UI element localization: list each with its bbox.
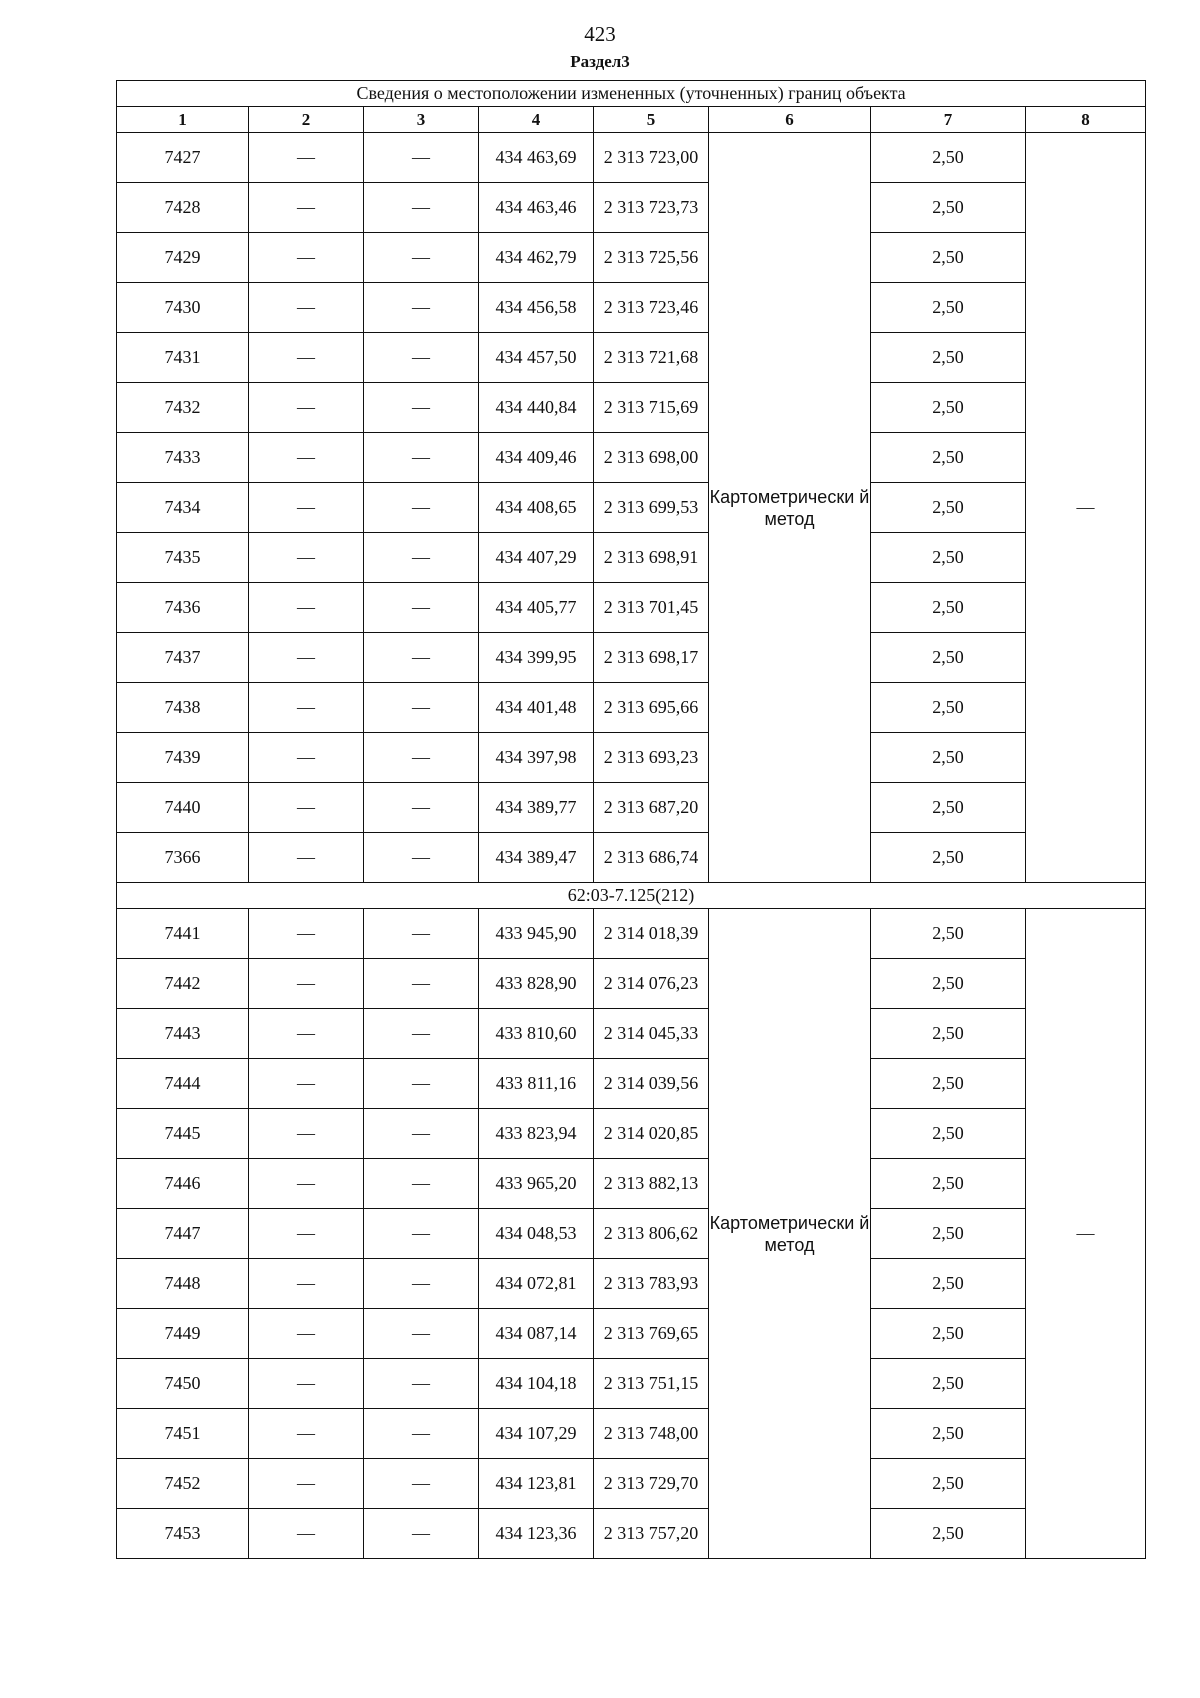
col3-dash: —	[364, 533, 479, 583]
col2-dash: —	[249, 333, 364, 383]
table-row	[117, 383, 1146, 433]
col2-dash: —	[249, 1059, 364, 1109]
accuracy: 2,50	[871, 1159, 1026, 1209]
x-coordinate: 434 107,29	[479, 1409, 594, 1459]
col2-dash: —	[249, 1309, 364, 1359]
x-coordinate: 433 965,20	[479, 1159, 594, 1209]
x-coordinate: 433 828,90	[479, 959, 594, 1009]
table-caption: Сведения о местоположении измененных (уточненных) границ объекта	[117, 81, 1146, 107]
col2-dash: —	[249, 583, 364, 633]
col2-dash: —	[249, 633, 364, 683]
y-coordinate: 2 314 020,85	[594, 1109, 709, 1159]
x-coordinate: 434 072,81	[479, 1259, 594, 1309]
x-coordinate: 434 104,18	[479, 1359, 594, 1409]
table-row	[117, 1309, 1146, 1359]
coordinates-table	[116, 80, 1146, 1559]
table-body	[117, 133, 1146, 1559]
table-row	[117, 533, 1146, 583]
accuracy: 2,50	[871, 1109, 1026, 1159]
accuracy: 2,50	[871, 133, 1026, 183]
point-number: 7428	[117, 183, 249, 233]
y-coordinate: 2 313 748,00	[594, 1409, 709, 1459]
col3-dash: —	[364, 333, 479, 383]
col8-dash: —	[1026, 133, 1146, 883]
col2-dash: —	[249, 383, 364, 433]
accuracy: 2,50	[871, 633, 1026, 683]
method-cell: Картометрически й метод	[709, 909, 871, 1559]
table-row	[117, 633, 1146, 683]
col2-dash: —	[249, 909, 364, 959]
y-coordinate: 2 314 076,23	[594, 959, 709, 1009]
point-number: 7442	[117, 959, 249, 1009]
col3-dash: —	[364, 1209, 479, 1259]
col3-dash: —	[364, 1459, 479, 1509]
accuracy: 2,50	[871, 1509, 1026, 1559]
y-coordinate: 2 313 693,23	[594, 733, 709, 783]
col3-dash: —	[364, 733, 479, 783]
x-coordinate: 434 462,79	[479, 233, 594, 283]
point-number: 7433	[117, 433, 249, 483]
y-coordinate: 2 313 721,68	[594, 333, 709, 383]
x-coordinate: 434 123,36	[479, 1509, 594, 1559]
x-coordinate: 434 408,65	[479, 483, 594, 533]
table-row	[117, 1259, 1146, 1309]
y-coordinate: 2 313 715,69	[594, 383, 709, 433]
accuracy: 2,50	[871, 433, 1026, 483]
x-coordinate: 434 397,98	[479, 733, 594, 783]
column-number: 2	[249, 107, 364, 133]
y-coordinate: 2 313 757,20	[594, 1509, 709, 1559]
table-row	[117, 1459, 1146, 1509]
col3-dash: —	[364, 1359, 479, 1409]
table-row	[117, 333, 1146, 383]
table-row	[117, 183, 1146, 233]
y-coordinate: 2 314 018,39	[594, 909, 709, 959]
col2-dash: —	[249, 1009, 364, 1059]
col2-dash: —	[249, 1459, 364, 1509]
point-number: 7453	[117, 1509, 249, 1559]
accuracy: 2,50	[871, 1409, 1026, 1459]
col3-dash: —	[364, 433, 479, 483]
col3-dash: —	[364, 633, 479, 683]
col2-dash: —	[249, 833, 364, 883]
col3-dash: —	[364, 1159, 479, 1209]
x-coordinate: 434 399,95	[479, 633, 594, 683]
column-number: 4	[479, 107, 594, 133]
point-number: 7440	[117, 783, 249, 833]
point-number: 7447	[117, 1209, 249, 1259]
x-coordinate: 434 123,81	[479, 1459, 594, 1509]
y-coordinate: 2 313 723,46	[594, 283, 709, 333]
point-number: 7443	[117, 1009, 249, 1059]
y-coordinate: 2 313 686,74	[594, 833, 709, 883]
col3-dash: —	[364, 233, 479, 283]
col3-dash: —	[364, 183, 479, 233]
section-title: Раздел3	[570, 52, 630, 71]
col2-dash: —	[249, 233, 364, 283]
accuracy: 2,50	[871, 1359, 1026, 1409]
accuracy: 2,50	[871, 583, 1026, 633]
x-coordinate: 434 048,53	[479, 1209, 594, 1259]
point-number: 7448	[117, 1259, 249, 1309]
col3-dash: —	[364, 1009, 479, 1059]
accuracy: 2,50	[871, 1009, 1026, 1059]
page-number: 423	[584, 22, 616, 46]
col3-dash: —	[364, 1309, 479, 1359]
col3-dash: —	[364, 1059, 479, 1109]
table-row	[117, 1009, 1146, 1059]
col2-dash: —	[249, 433, 364, 483]
col2-dash: —	[249, 783, 364, 833]
col3-dash: —	[364, 1509, 479, 1559]
col8-dash: —	[1026, 909, 1146, 1559]
point-number: 7438	[117, 683, 249, 733]
y-coordinate: 2 314 045,33	[594, 1009, 709, 1059]
x-coordinate: 433 811,16	[479, 1059, 594, 1109]
table-row	[117, 683, 1146, 733]
point-number: 7441	[117, 909, 249, 959]
column-number: 1	[117, 107, 249, 133]
col2-dash: —	[249, 1109, 364, 1159]
table-row	[117, 583, 1146, 633]
table-row	[117, 733, 1146, 783]
point-number: 7446	[117, 1159, 249, 1209]
table-row	[117, 283, 1146, 333]
x-coordinate: 433 945,90	[479, 909, 594, 959]
col2-dash: —	[249, 1509, 364, 1559]
table-row	[117, 1209, 1146, 1259]
accuracy: 2,50	[871, 283, 1026, 333]
col3-dash: —	[364, 783, 479, 833]
col3-dash: —	[364, 959, 479, 1009]
accuracy: 2,50	[871, 1309, 1026, 1359]
column-number: 3	[364, 107, 479, 133]
accuracy: 2,50	[871, 1459, 1026, 1509]
table-row	[117, 233, 1146, 283]
col2-dash: —	[249, 183, 364, 233]
y-coordinate: 2 313 806,62	[594, 1209, 709, 1259]
y-coordinate: 2 313 723,00	[594, 133, 709, 183]
y-coordinate: 2 313 699,53	[594, 483, 709, 533]
method-cell: Картометрически й метод	[709, 133, 871, 883]
y-coordinate: 2 313 701,45	[594, 583, 709, 633]
table-row	[117, 483, 1146, 533]
x-coordinate: 434 407,29	[479, 533, 594, 583]
x-coordinate: 434 087,14	[479, 1309, 594, 1359]
y-coordinate: 2 313 723,73	[594, 183, 709, 233]
table-row	[117, 1409, 1146, 1459]
x-coordinate: 434 457,50	[479, 333, 594, 383]
accuracy: 2,50	[871, 1259, 1026, 1309]
x-coordinate: 434 463,69	[479, 133, 594, 183]
col2-dash: —	[249, 1359, 364, 1409]
table-row	[117, 133, 1146, 183]
table-row	[117, 433, 1146, 483]
table-row	[117, 1109, 1146, 1159]
point-number: 7451	[117, 1409, 249, 1459]
col3-dash: —	[364, 909, 479, 959]
point-number: 7434	[117, 483, 249, 533]
col2-dash: —	[249, 683, 364, 733]
x-coordinate: 434 440,84	[479, 383, 594, 433]
col3-dash: —	[364, 283, 479, 333]
point-number: 7366	[117, 833, 249, 883]
column-number: 5	[594, 107, 709, 133]
col2-dash: —	[249, 1209, 364, 1259]
x-coordinate: 433 823,94	[479, 1109, 594, 1159]
y-coordinate: 2 313 882,13	[594, 1159, 709, 1209]
col2-dash: —	[249, 533, 364, 583]
point-number: 7436	[117, 583, 249, 633]
accuracy: 2,50	[871, 733, 1026, 783]
col2-dash: —	[249, 283, 364, 333]
accuracy: 2,50	[871, 383, 1026, 433]
column-number: 8	[1026, 107, 1146, 133]
point-number: 7435	[117, 533, 249, 583]
accuracy: 2,50	[871, 183, 1026, 233]
point-number: 7430	[117, 283, 249, 333]
column-number: 6	[709, 107, 871, 133]
accuracy: 2,50	[871, 783, 1026, 833]
accuracy: 2,50	[871, 333, 1026, 383]
col3-dash: —	[364, 1259, 479, 1309]
point-number: 7452	[117, 1459, 249, 1509]
col2-dash: —	[249, 959, 364, 1009]
point-number: 7449	[117, 1309, 249, 1359]
x-coordinate: 434 389,77	[479, 783, 594, 833]
table-row	[117, 1059, 1146, 1109]
point-number: 7444	[117, 1059, 249, 1109]
accuracy: 2,50	[871, 1209, 1026, 1259]
y-coordinate: 2 313 769,65	[594, 1309, 709, 1359]
point-number: 7432	[117, 383, 249, 433]
y-coordinate: 2 313 783,93	[594, 1259, 709, 1309]
table-row	[117, 1509, 1146, 1559]
x-coordinate: 434 463,46	[479, 183, 594, 233]
accuracy: 2,50	[871, 233, 1026, 283]
point-number: 7429	[117, 233, 249, 283]
accuracy: 2,50	[871, 683, 1026, 733]
point-number: 7450	[117, 1359, 249, 1409]
point-number: 7439	[117, 733, 249, 783]
x-coordinate: 434 456,58	[479, 283, 594, 333]
accuracy: 2,50	[871, 909, 1026, 959]
x-coordinate: 433 810,60	[479, 1009, 594, 1059]
column-number: 7	[871, 107, 1026, 133]
col2-dash: —	[249, 133, 364, 183]
col2-dash: —	[249, 483, 364, 533]
x-coordinate: 434 405,77	[479, 583, 594, 633]
y-coordinate: 2 313 698,91	[594, 533, 709, 583]
col2-dash: —	[249, 733, 364, 783]
col3-dash: —	[364, 383, 479, 433]
y-coordinate: 2 313 729,70	[594, 1459, 709, 1509]
table-row	[117, 959, 1146, 1009]
col2-dash: —	[249, 1159, 364, 1209]
col3-dash: —	[364, 1409, 479, 1459]
point-number: 7445	[117, 1109, 249, 1159]
point-number: 7437	[117, 633, 249, 683]
accuracy: 2,50	[871, 483, 1026, 533]
y-coordinate: 2 313 698,17	[594, 633, 709, 683]
x-coordinate: 434 409,46	[479, 433, 594, 483]
y-coordinate: 2 314 039,56	[594, 1059, 709, 1109]
col2-dash: —	[249, 1409, 364, 1459]
col3-dash: —	[364, 683, 479, 733]
y-coordinate: 2 313 698,00	[594, 433, 709, 483]
y-coordinate: 2 313 687,20	[594, 783, 709, 833]
table-row	[117, 783, 1146, 833]
accuracy: 2,50	[871, 533, 1026, 583]
col3-dash: —	[364, 583, 479, 633]
accuracy: 2,50	[871, 959, 1026, 1009]
accuracy: 2,50	[871, 1059, 1026, 1109]
x-coordinate: 434 401,48	[479, 683, 594, 733]
x-coordinate: 434 389,47	[479, 833, 594, 883]
group-label-row	[117, 883, 1146, 909]
col2-dash: —	[249, 1259, 364, 1309]
table-row	[117, 1359, 1146, 1409]
col3-dash: —	[364, 1109, 479, 1159]
y-coordinate: 2 313 751,15	[594, 1359, 709, 1409]
table-row	[117, 909, 1146, 959]
group-label: 62:03-7.125(212)	[117, 883, 1146, 909]
accuracy: 2,50	[871, 833, 1026, 883]
table-row	[117, 1159, 1146, 1209]
y-coordinate: 2 313 725,56	[594, 233, 709, 283]
col3-dash: —	[364, 133, 479, 183]
point-number: 7427	[117, 133, 249, 183]
point-number: 7431	[117, 333, 249, 383]
col3-dash: —	[364, 483, 479, 533]
table-row	[117, 833, 1146, 883]
y-coordinate: 2 313 695,66	[594, 683, 709, 733]
col3-dash: —	[364, 833, 479, 883]
